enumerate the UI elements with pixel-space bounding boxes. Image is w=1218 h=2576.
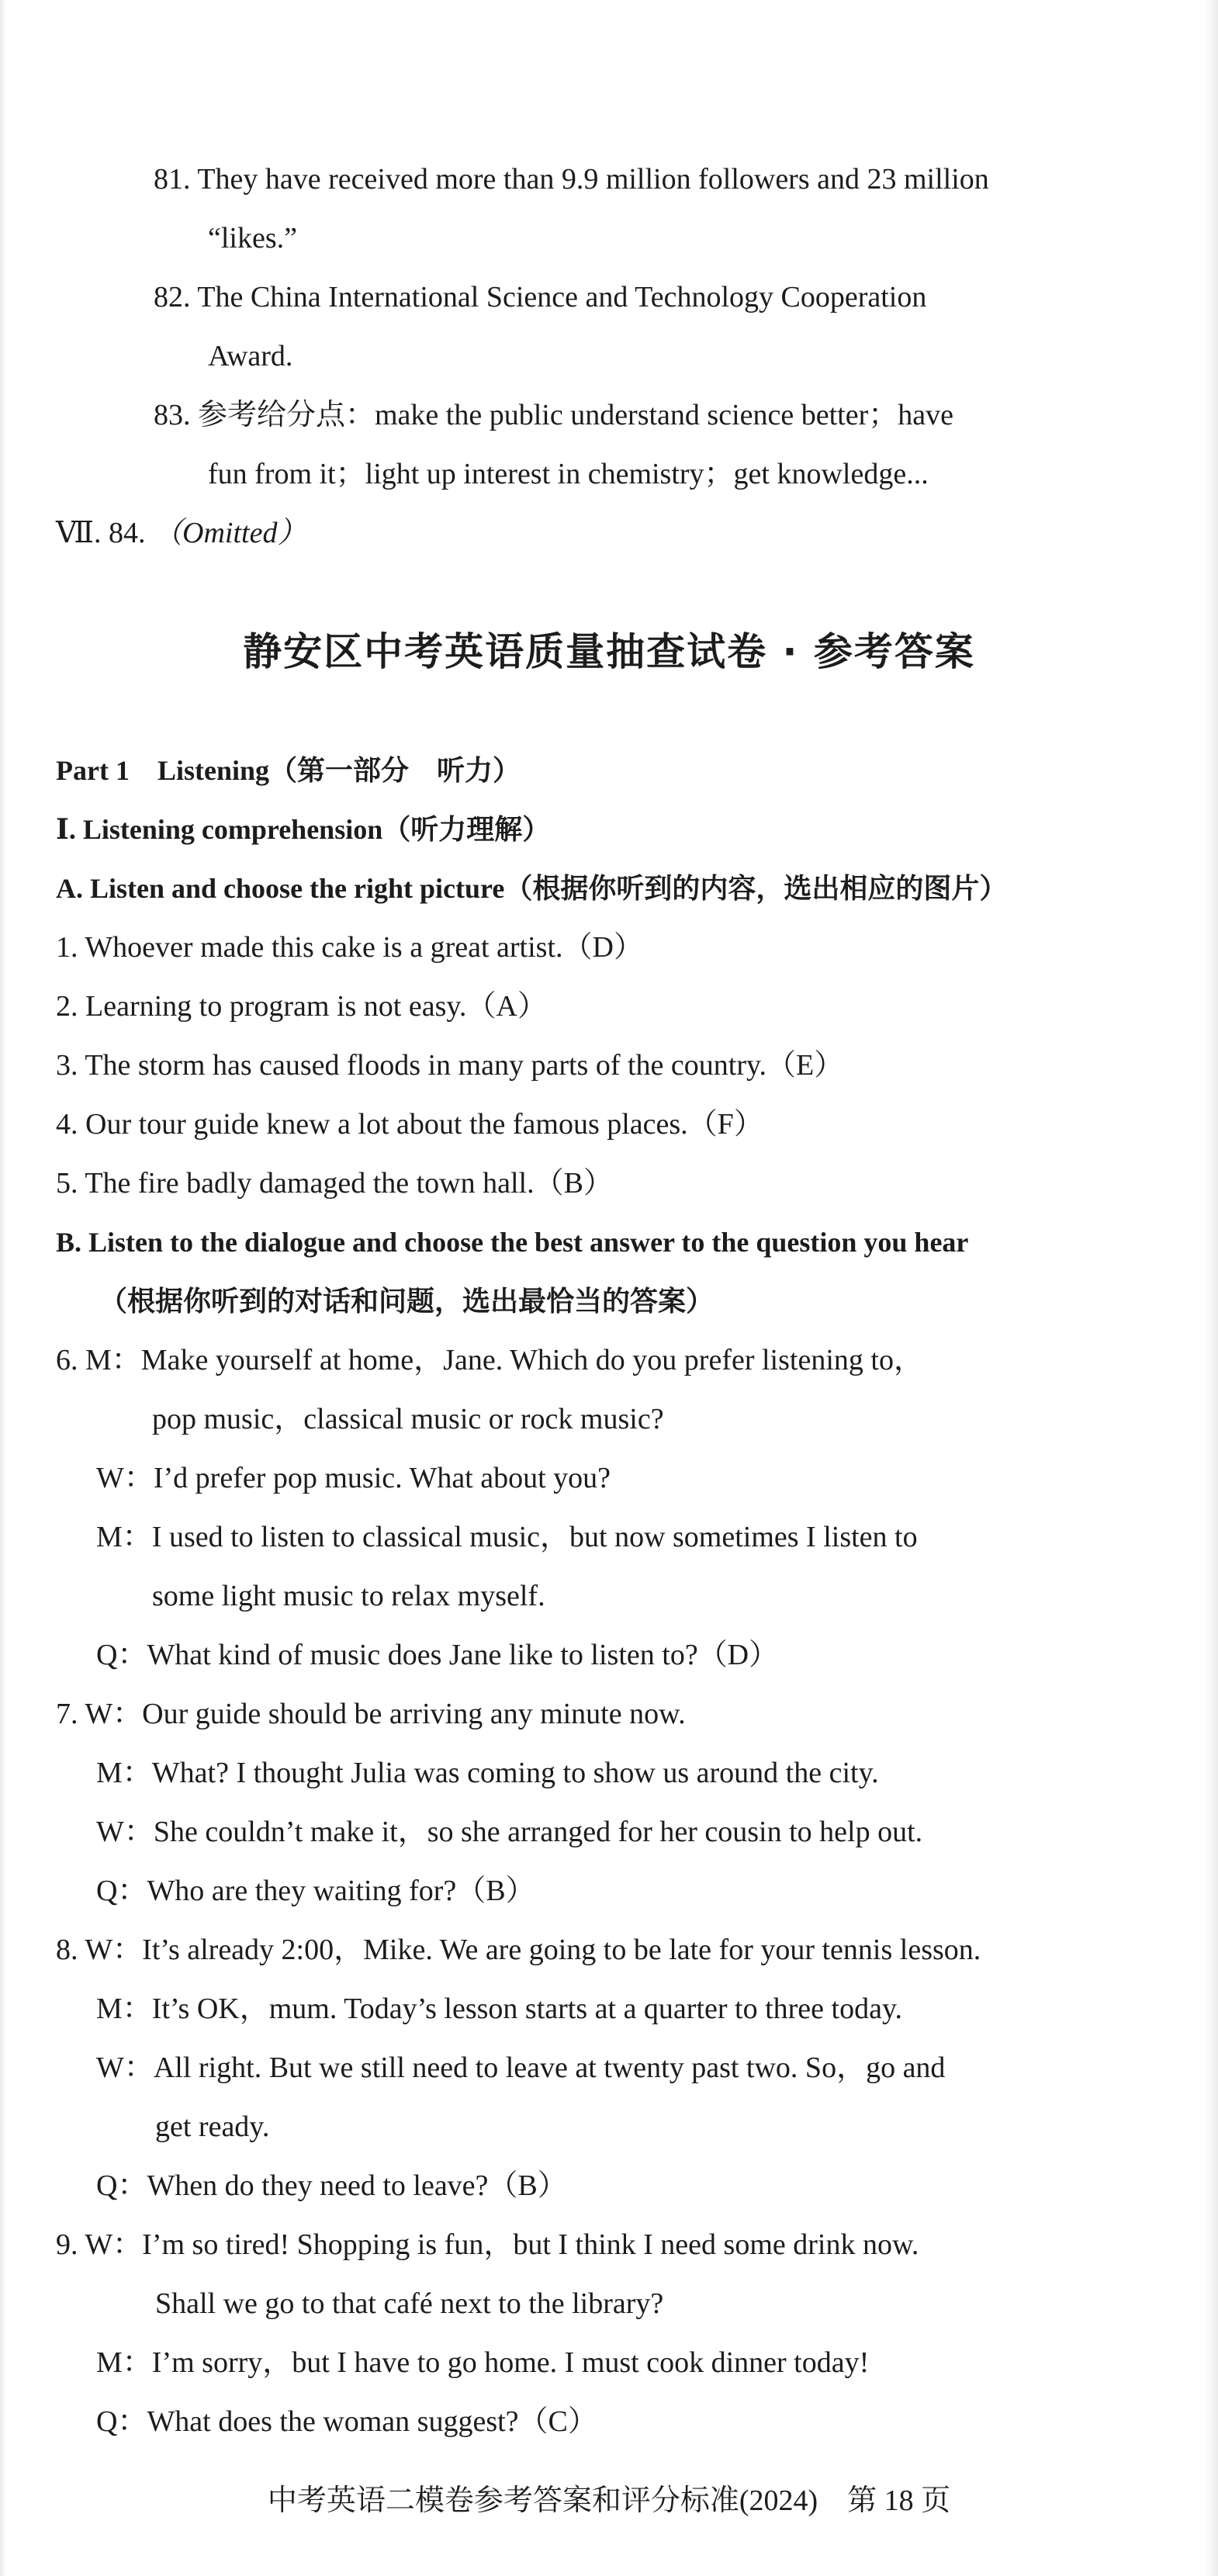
section-a-heading: A. Listen and choose the right picture（根据你听到的内容，选出相应的图片） [56, 873, 1008, 904]
dialogue-8-line-3: W：All right. But we still need to leave at twenty past two. So，go and [96, 2051, 946, 2084]
q83-line2: fun from it；light up interest in chemistry；get knowledge... [208, 458, 929, 490]
dialogue-6-line-2: pop music，classical music or rock music? [152, 1403, 664, 1435]
dialogue-8-line-2: M：It’s OK，mum. Today’s lesson starts at a quarter to three today. [96, 1993, 902, 2025]
q84-line [56, 515, 306, 551]
q81-text-1: They have received more than 9.9 million followers and 23 million [197, 163, 989, 196]
q84-number: Ⅶ. 84. [56, 517, 146, 549]
page-title: 静安区中考英语质量抽查试卷 · 参考答案 [243, 629, 975, 674]
part1-heading: Part 1 Listening（第一部分 听力） [56, 755, 521, 786]
q81-line1 [154, 161, 989, 197]
answer-item-3: 3. The storm has caused floods in many parts of the country.（E） [56, 1049, 844, 1082]
dialogue-6-line-3: W：I’d prefer pop music. What about you? [96, 1462, 611, 1494]
dialogue-7-line-3: W：She couldn’t make it，so she arranged for her cousin to help out. [96, 1816, 923, 1848]
dialogue-9-line-3: M：I’m sorry，but I have to go home. I must cook dinner today! [96, 2346, 870, 2379]
dialogue-7-question: Q：Who are they waiting for?（B） [96, 1875, 535, 1907]
right-page-edge [1204, 0, 1218, 2576]
dialogue-6-line-4: M：I used to listen to classical music，but now sometimes I listen to [96, 1521, 918, 1553]
q83-number: 83. [154, 399, 191, 431]
dialogue-6-question: Q：What kind of music does Jane like to listen to?（D） [96, 1639, 779, 1671]
section-b-heading: B. Listen to the dialogue and choose the best answer to the question you hear [56, 1227, 969, 1258]
dialogue-9-line-2: Shall we go to that café next to the library? [155, 2287, 664, 2320]
dialogue-9-line-1: 9. W：I’m so tired! Shopping is fun，but I think I need some drink now. [56, 2228, 919, 2261]
q81-number: 81. [154, 163, 191, 196]
dialogue-8-line-4: get ready. [155, 2110, 270, 2143]
dialogue-7-line-1: 7. W：Our guide should be arriving any minute now. [56, 1698, 686, 1730]
q84-omitted: （Omitted） [153, 517, 307, 549]
section-listening-comprehension: Ⅰ. Listening comprehension（听力理解） [56, 814, 551, 845]
page-footer: 中考英语二模卷参考答案和评分标准(2024) 第 18 页 [267, 2484, 951, 2517]
q81-line2: “likes.” [208, 222, 298, 254]
answer-item-1: 1. Whoever made this cake is a great artist.（D） [56, 931, 643, 964]
answer-item-2: 2. Learning to program is not easy.（A） [56, 990, 547, 1023]
answer-item-5: 5. The fire badly damaged the town hall.（B） [56, 1167, 613, 1200]
q83-line1 [154, 397, 953, 433]
dialogue-7-line-2: M：What? I thought Julia was coming to show us around the city. [96, 1757, 879, 1789]
dialogue-9-question: Q：What does the woman suggest?（C） [96, 2405, 597, 2438]
dialogue-6-line-5: some light music to relax myself. [152, 1580, 545, 1612]
dialogue-8-question: Q：When do they need to leave?（B） [96, 2169, 567, 2202]
dialogue-6-line-1: 6. M：Make yourself at home，Jane. Which do you prefer listening to， [56, 1344, 923, 1376]
left-page-edge [0, 0, 6, 2576]
dialogue-8-line-1: 8. W：It’s already 2:00，Mike. We are going to be late for your tennis lesson. [56, 1934, 981, 1966]
q82-text-1: The China International Science and Technology Cooperation [197, 281, 927, 313]
q82-number: 82. [154, 281, 191, 313]
q82-line2: Award. [208, 340, 293, 372]
answer-item-4: 4. Our tour guide knew a lot about the famous places.（F） [56, 1108, 763, 1141]
section-b-subheading: （根据你听到的对话和问题，选出最恰当的答案） [99, 1286, 715, 1317]
q83-text-1: 参考给分点：make the public understand science better；have [198, 399, 953, 431]
q82-line1 [154, 279, 926, 315]
